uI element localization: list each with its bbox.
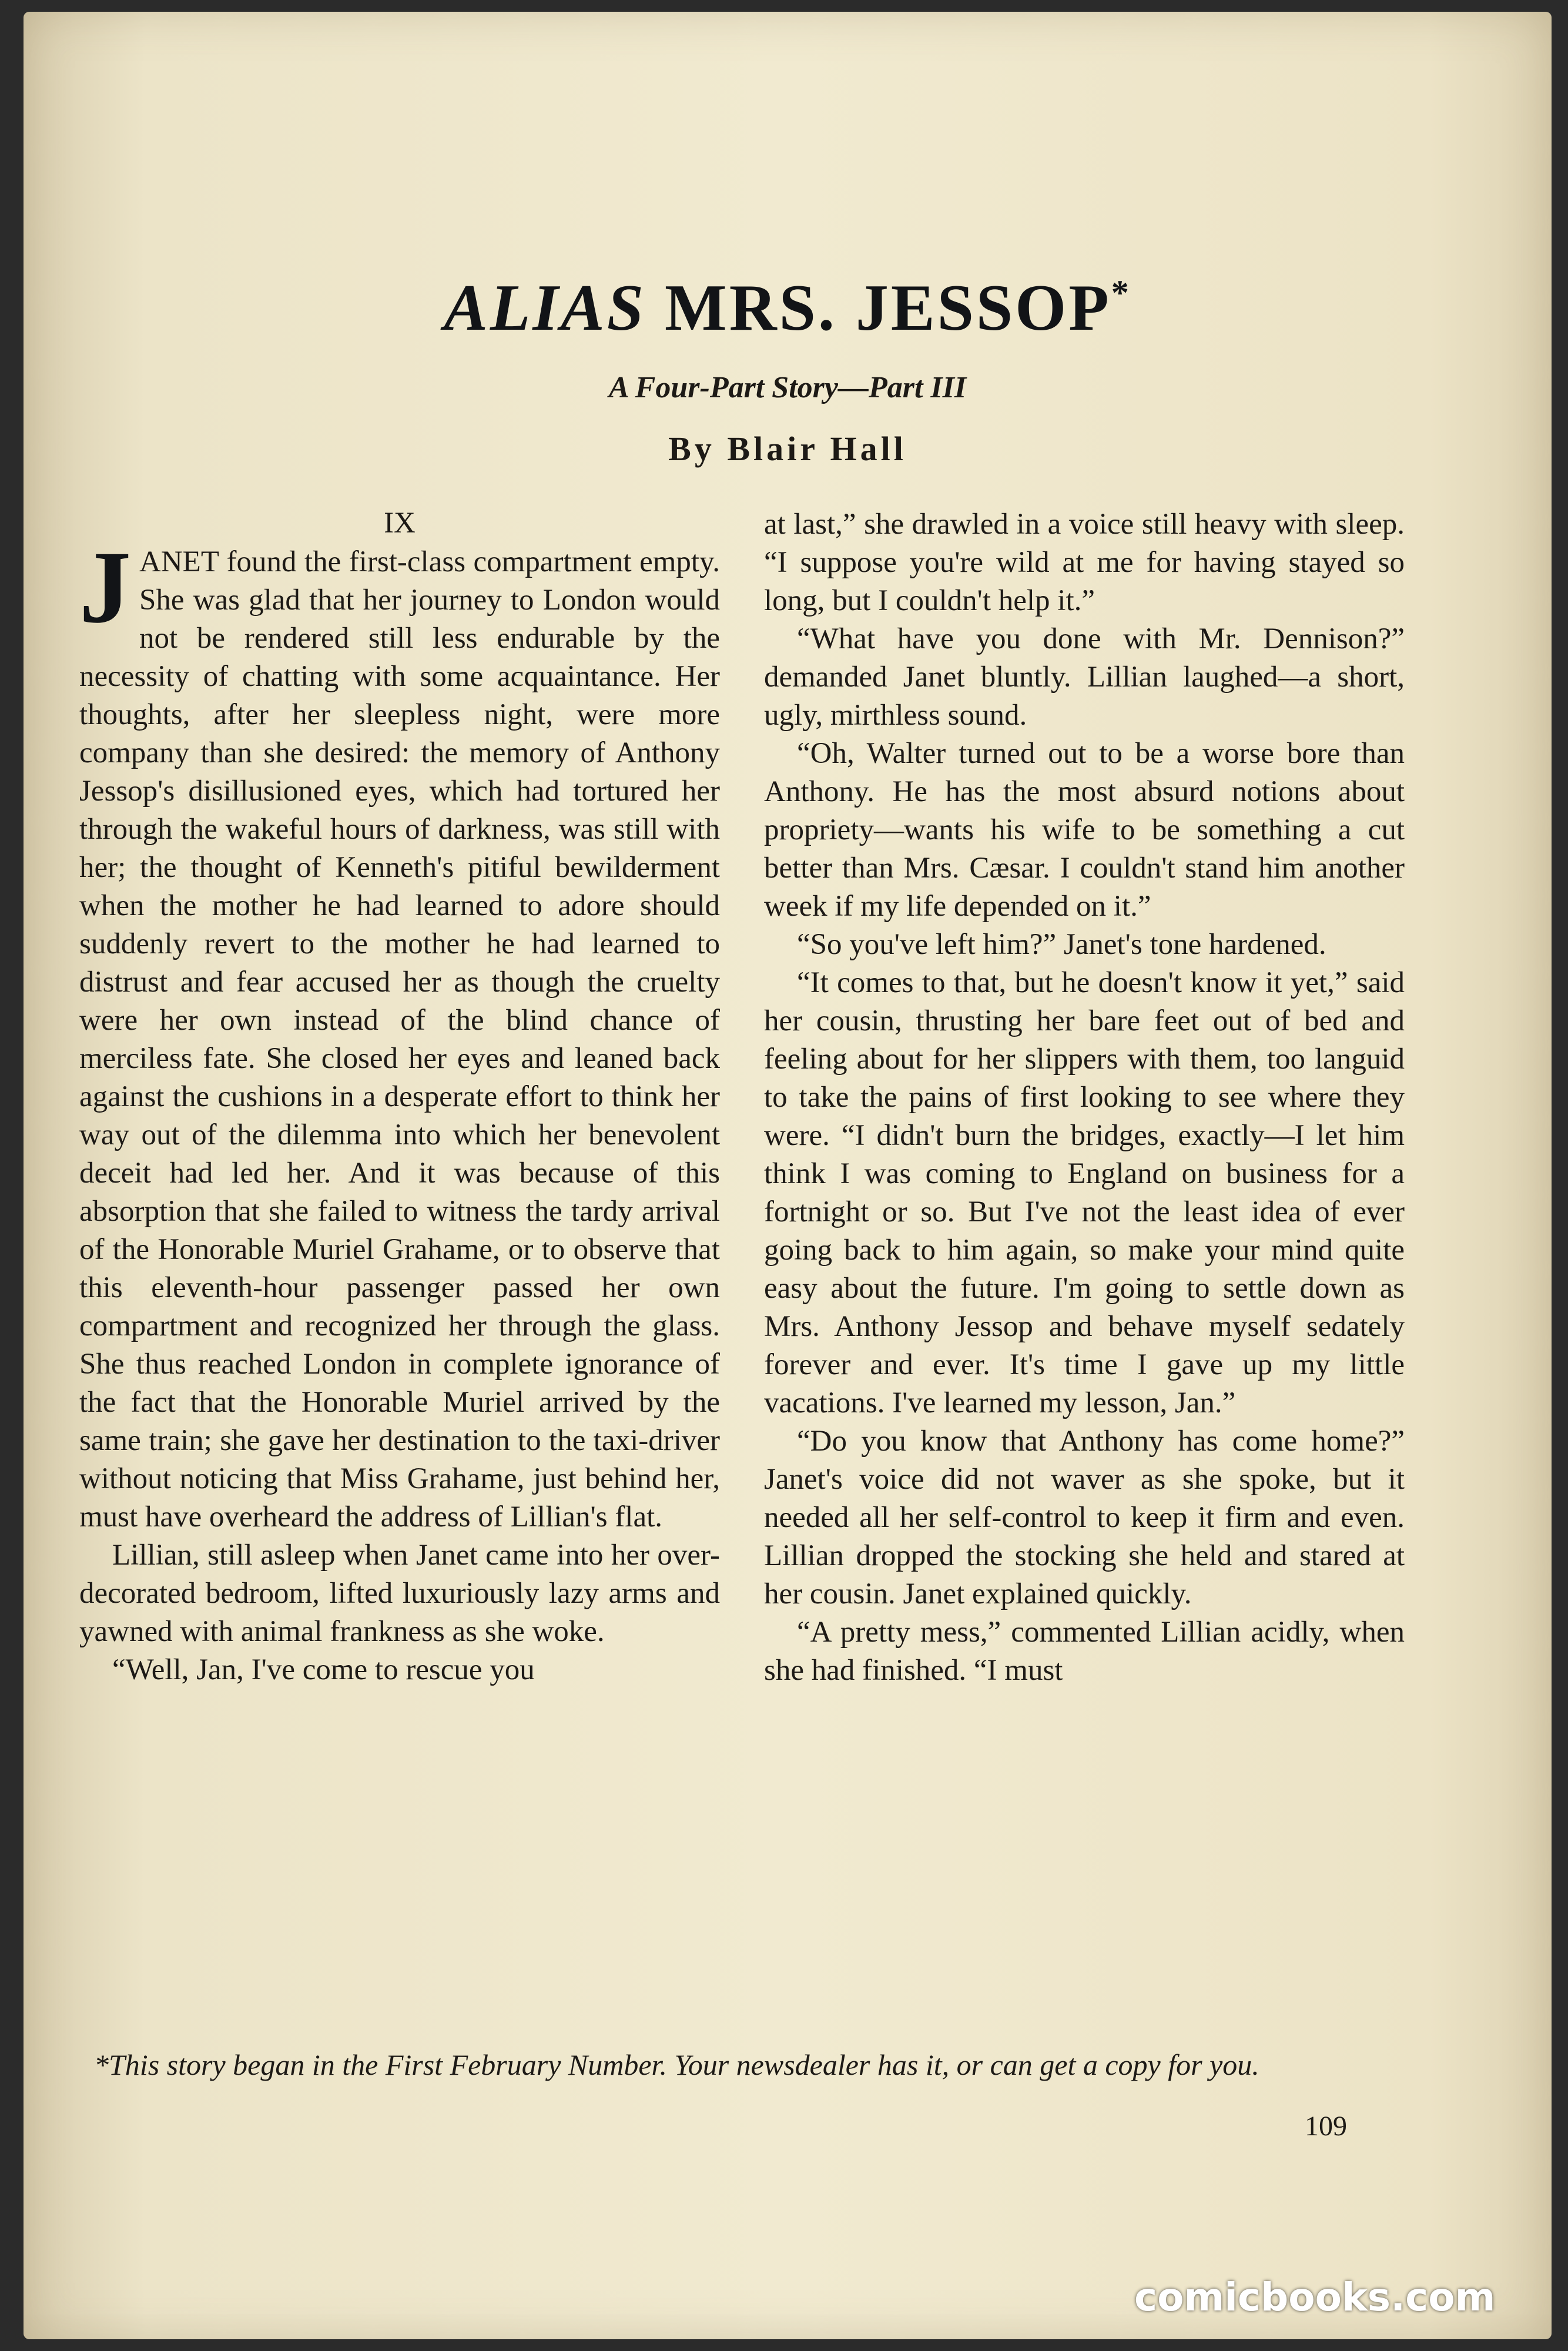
title-italic: ALIAS: [444, 272, 646, 344]
paragraph: “Well, Jan, I've come to rescue you: [112, 1653, 535, 1686]
paragraph: “Oh, Walter turned out to be a worse bore than Anthony. He has the most absurd notions about propriety—wants his wife to be something a cut better than Mrs. Cæsar. I couldn't stand him another week if my life depended on it.”: [764, 737, 1405, 923]
paragraph: “Do you know that Anthony has come home?” Janet's voice did not waver as she spoke, but it needed all her self-control to keep it firm and even. Lillian dropped the stocking she held and stared at her cousin. Janet explained quickly.: [764, 1425, 1405, 1610]
paragraph: “What have you done with Mr. Dennison?” demanded Janet bluntly. Lillian laughed—a short, ugly, mirthless sound.: [764, 622, 1405, 732]
story-subtitle: A Four-Part Story—Part III: [608, 371, 967, 404]
paragraph: “It comes to that, but he doesn't know it yet,” said her cousin, thrusting her bare feet out of bed and feeling about for her slippers with them, too languid to take the pains of first looking to see where they were. “I didn't burn the bridges, exactly—I let him think I was coming to England on business for a fortnight or so. But I've not the least idea of ever going back to him again, so make your mind quite easy about the future. I'm going to settle down as Mrs. Anthony Jessop and behave myself sedately forever and ever. It's time I gave up my little vacations. I've learned my lesson, Jan.”: [764, 966, 1405, 1419]
drop-cap: J: [79, 530, 131, 645]
paragraph: Lillian, still asleep when Janet came into her over-decorated bedroom, lifted luxuriously lazy arms and yawned with animal frankness as she woke.: [79, 1539, 720, 1648]
paragraph-text: ANET found the first-class compartment empty. She was glad that her journey to London would not be rendered still less endurable by the necessity of chatting with some acquaintance. Her thoughts, after her sleepless night, were more company than she desired: the memory of Anthony Jessop's disillusioned eyes, which had tortured her through the wakeful hours of darkness, was still with her; the thought of Kenneth's pitiful bewilderment when the mother he had learned to adore should suddenly revert to the mother he had learned to distrust and fear accused her as though the cruelty were her own instead of the blind chance of merciless fate. She closed her eyes and leaned back against the cushions in a desperate effort to think her way out of the dilemma into which her benevolent deceit had led her. And it was because of this absorption that she failed to witness the tardy arrival of the Honorable Muriel Grahame, or to observe that this eleventh-hour passenger passed her own compartment and recognized her through the glass. She thus reached London in complete ignorance of the fact that the Honorable Muriel arrived by the same train; she gave her destination to the taxi-driver without noticing that Miss Grahame, just behind her, must have overheard the address of Lillian's flat.: [79, 545, 720, 1533]
chapter-heading: IX: [384, 507, 416, 540]
story-title: [24, 270, 1552, 346]
page-number: 109: [1305, 2111, 1347, 2142]
paragraph: [79, 530, 720, 1536]
right-column: [764, 505, 1405, 1690]
site-watermark: comicbooks.com: [1134, 2275, 1496, 2320]
paragraph: “A pretty mess,” commented Lillian acidly, when she had finished. “I must: [764, 1616, 1405, 1687]
paragraph: “So you've left him?” Janet's tone hardened.: [797, 928, 1326, 961]
magazine-page: [24, 12, 1552, 2339]
title-rest: MRS. JESSOP: [665, 272, 1111, 344]
paragraph: at last,” she drawled in a voice still heavy with sleep. “I suppose you're wild at me for having stayed so long, but I couldn't help it.”: [764, 508, 1405, 617]
author-byline: By Blair Hall: [668, 430, 907, 468]
left-column: [79, 505, 720, 1689]
footnote: *This story began in the First February Number. Your newsdealer has it, or can get a copy for you.: [94, 2048, 1259, 2081]
title-footnote-mark: *: [1111, 273, 1131, 312]
